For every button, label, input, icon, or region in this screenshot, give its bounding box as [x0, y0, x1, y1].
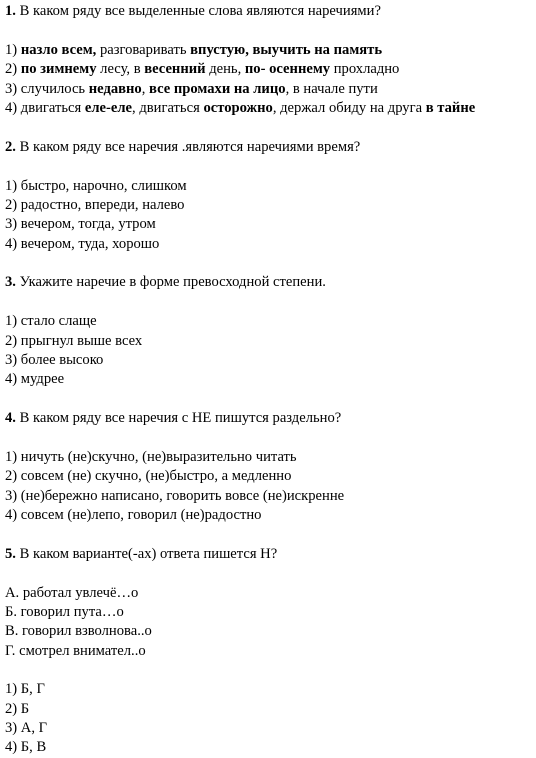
text-segment: 1) быстро, нарочно, слишком [5, 177, 187, 194]
text-segment: Г. смотрел внимател..о [5, 642, 146, 659]
answer-option [5, 80, 536, 99]
answer-option [5, 332, 536, 351]
text-segment: 4) совсем (не)лепо, говорил (не)радостно [5, 506, 262, 523]
spacer [5, 429, 536, 449]
answer-option [5, 235, 536, 254]
answer-option [5, 177, 536, 196]
answer-option [5, 351, 536, 370]
text-segment: 3) вечером, тогда, утром [5, 216, 156, 233]
highlighted-word: недавно [88, 80, 142, 97]
spacer [5, 564, 536, 584]
spacer [5, 390, 536, 410]
text-segment: , двигаться [132, 99, 204, 116]
highlighted-word: назло всем, [20, 42, 97, 58]
highlighted-word: все промахи на лицо [149, 80, 286, 97]
question-heading [5, 138, 536, 158]
question-text: В каком ряду все наречия .являются наречиями время? [15, 138, 361, 155]
text-segment: 1) Б, Г [5, 681, 45, 698]
spacer [5, 22, 536, 42]
answer-option [5, 487, 536, 506]
spacer [5, 254, 536, 274]
spacer [5, 661, 536, 681]
text-segment: , [141, 80, 150, 97]
text-segment: 2) Б [5, 700, 30, 717]
spacer [5, 118, 536, 138]
question-number: 1. [5, 3, 16, 19]
highlighted-word: в тайне [425, 99, 476, 116]
text-segment: разговаривать [96, 42, 191, 58]
text-segment: А. работал увлечё…о [5, 584, 139, 601]
answer-option [5, 584, 536, 603]
answer-option [5, 60, 536, 79]
question-number: 4. [5, 410, 16, 427]
answer-option [5, 370, 536, 389]
highlighted-word: по- осеннему [244, 61, 331, 78]
question-heading [5, 2, 536, 22]
answer-option [5, 506, 536, 525]
highlighted-word: впустую, выучить на память [190, 42, 383, 58]
text-segment: 1) стало слаще [5, 313, 97, 330]
highlighted-word: весенний [144, 61, 206, 78]
text-segment: 2) [5, 61, 21, 78]
question-text: В каком ряду все наречия с НЕ пишутся раздельно? [15, 410, 342, 427]
answer-option [5, 312, 536, 331]
text-segment: , в начале пути [285, 80, 378, 97]
text-segment: 3) случилось [5, 80, 89, 97]
question-text: Укажите наречие в форме превосходной степени. [15, 274, 326, 291]
answer-option [5, 467, 536, 486]
spacer [5, 293, 536, 313]
text-segment: Б. говорил пута…о [5, 604, 124, 621]
question-number: 5. [5, 545, 16, 562]
question-number: 2. [5, 138, 16, 155]
spacer [5, 157, 536, 177]
question-text: В каком варианте(-ах) ответа пишется Н? [15, 545, 278, 562]
question-heading [5, 273, 536, 293]
text-segment: 4) Б, В [5, 739, 47, 756]
text-segment: 3) (не)бережно написано, говорить вовсе (не)искренне [5, 487, 345, 504]
text-segment: 3) более высоко [5, 351, 104, 368]
text-segment: 4) двигаться [5, 99, 85, 116]
text-segment: В. говорил взволнова..о [5, 623, 152, 640]
answer-choice [5, 700, 536, 719]
question-heading [5, 409, 536, 429]
text-segment: 1) [5, 42, 21, 58]
question-heading [5, 545, 536, 565]
answer-option [5, 448, 536, 467]
text-segment: 4) мудрее [5, 371, 65, 388]
answer-option [5, 642, 536, 661]
text-segment: прохладно [330, 61, 400, 78]
text-segment: 2) совсем (не) скучно, (не)быстро, а медленно [5, 468, 292, 485]
answer-option [5, 196, 536, 215]
answer-option [5, 622, 536, 641]
answer-option [5, 215, 536, 234]
text-segment: 2) радостно, впереди, налево [5, 196, 185, 213]
answer-option [5, 99, 536, 118]
text-segment: лесу, в [96, 61, 145, 78]
text-segment: день, [205, 61, 245, 78]
spacer [5, 525, 536, 545]
highlighted-word: по зимнему [20, 61, 97, 78]
text-segment: 1) ничуть (не)скучно, (не)выразительно читать [5, 449, 297, 466]
answer-choice [5, 680, 536, 699]
answer-option [5, 41, 536, 60]
text-segment: 3) А, Г [5, 720, 48, 737]
answer-option [5, 603, 536, 622]
question-text: В каком ряду все выделенные слова являются наречиями? [15, 3, 381, 19]
text-segment: 2) прыгнул выше всех [5, 332, 143, 349]
highlighted-word: еле-еле [84, 99, 133, 116]
answer-choice [5, 719, 536, 738]
text-segment: , держал обиду на друга [272, 99, 426, 116]
text-segment: 4) вечером, туда, хорошо [5, 235, 160, 252]
highlighted-word: осторожно [203, 99, 273, 116]
question-number: 3. [5, 274, 16, 291]
